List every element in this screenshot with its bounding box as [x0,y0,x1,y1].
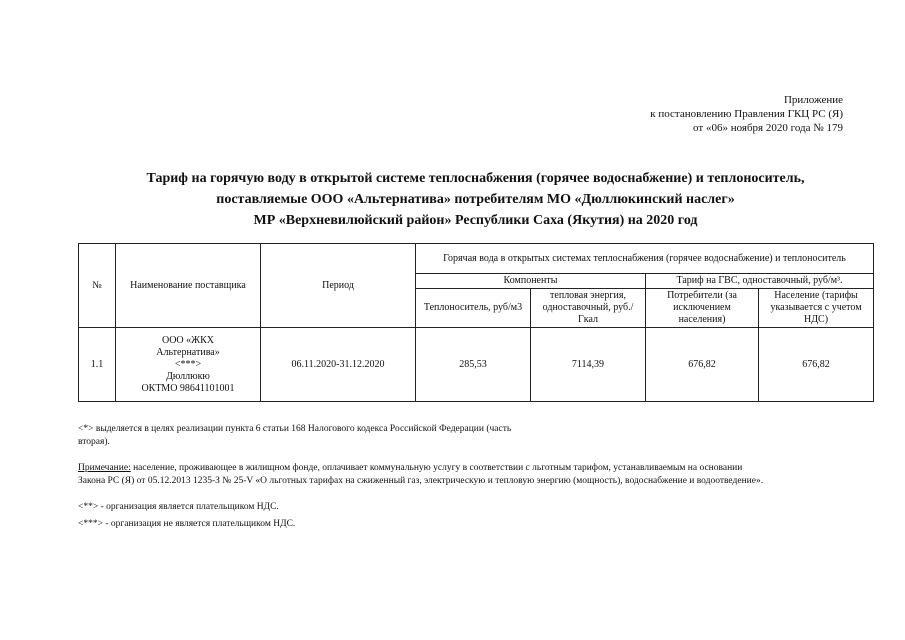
cell-carrier: 285,53 [416,328,531,402]
header-carrier: Теплоноситель, руб/м3 [416,289,531,328]
remark-line-1 [78,462,873,475]
table-row [79,328,874,402]
supplier-line-5: ОКТМО 98641101001 [141,382,235,394]
header-components: Компоненты [416,274,646,289]
supplier-line-2: Альтернатива» [156,346,220,358]
remark-label: Примечание: [78,463,131,473]
cell-num: 1.1 [79,328,116,402]
header-tariff-gvs: Тариф на ГВС, одноставочный, руб/м³. [646,274,874,289]
vat-payer-note: <**> - организация является плательщиком НДС. [78,502,279,512]
tariff-table [78,243,874,402]
cell-period: 06.11.2020-31.12.2020 [261,328,416,402]
supplier-line-3: <***> [174,358,202,370]
notes-block [78,423,873,531]
vat-note-line-2: вторая). [78,437,110,447]
header-supplier: Наименование поставщика [116,244,261,328]
appendix-line-1: Приложение [783,94,843,106]
vat-note-line-1: <*> выделяется в целях реализации пункта 6 статьи 168 Налогового кодекса Российской Федерации (часть [78,424,512,434]
cell-consumers: 676,82 [646,328,759,402]
header-num: № [79,244,116,328]
title-line-3: МР «Верхневилюйский район» Республики Саха (Якутия) на 2020 год [253,213,698,228]
header-group: Горячая вода в открытых системах теплоснабжения (горячее водоснабжение) и теплоноситель [416,244,874,274]
appendix-line-2: к постановлению Правления ГКЦ РС (Я) [650,108,843,120]
remark-line-2: Закона РС (Я) от 05.12.2013 1235-З № 25-V «О льготных тарифах на сжиженный газ, электрическую и тепловую энергию (мощность), водоснабжение и водоотведение». [78,476,764,486]
title-line-1: Тариф на горячую воду в открытой системе теплоснабжения (горячее водоснабжение) и теплоноситель, [146,171,805,186]
cell-population: 676,82 [759,328,874,402]
remark-text-1: население, проживающее в жилищном фонде, оплачивает коммунальную услугу в соответствии с льготным тарифом, устанавливаемым на основании [130,463,743,473]
appendix-line-3: от «06» ноября 2020 года № 179 [693,122,843,134]
header-period: Период [261,244,416,328]
cell-thermal: 7114,39 [531,328,646,402]
document-title [78,168,873,231]
non-vat-payer-note: <***> - организация не является плательщиком НДС. [78,519,296,529]
appendix-block [650,93,843,135]
supplier-line-4: Дюллюкю [166,370,210,382]
supplier-line-1: ООО «ЖКХ [161,334,215,346]
header-consumers: Потребители (за исключением населения) [646,289,759,328]
cell-supplier [116,328,261,402]
header-population: Население (тарифы указывается с учетом НДС) [759,289,874,328]
header-row-1 [79,244,874,274]
title-line-2: поставляемые ООО «Альтернатива» потребителям МО «Дюллюкинский наслег» [216,192,735,207]
header-thermal: тепловая энергия, одноставочный, руб./Гкал [531,289,646,328]
